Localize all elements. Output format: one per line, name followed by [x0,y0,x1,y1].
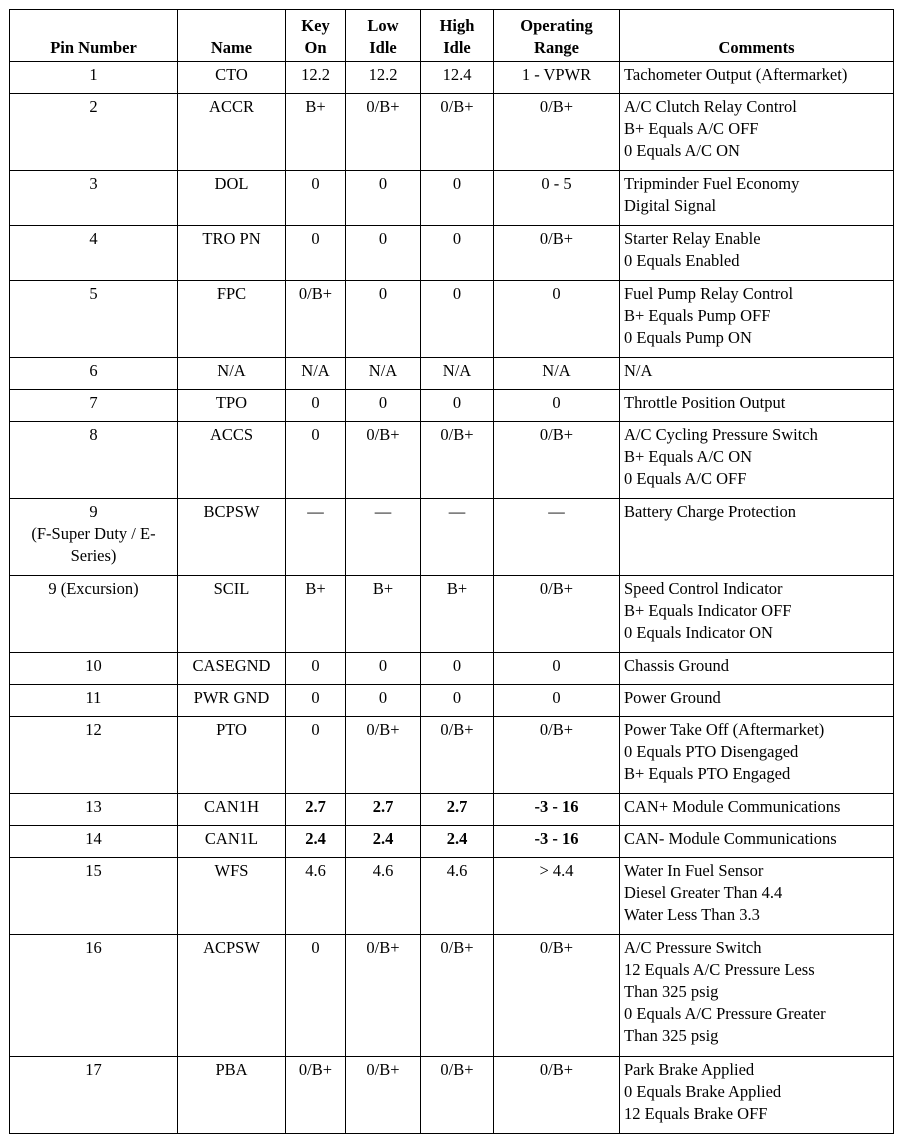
low-idle-cell: 0/B+ [346,1057,421,1134]
pin-number-text: 5 [89,284,98,303]
table-row [10,794,894,826]
comment-line: 0 Equals Enabled [624,251,740,270]
comment-line: Power Take Off (Aftermarket) [624,720,825,739]
pin-number-cell [10,171,178,226]
table-row [10,171,894,226]
pin-number-text: 9 [89,502,98,521]
high-idle-cell: 2.7 [421,794,494,826]
table-row [10,281,894,358]
key-on-cell: 0 [286,717,346,794]
comments-cell [620,576,894,653]
operating-range-cell: 0/B+ [494,422,620,499]
pin-name-cell: ACPSW [178,935,286,1057]
pin-name-cell: CAN1L [178,826,286,858]
pin-number-cell [10,685,178,717]
high-idle-cell: — [421,499,494,576]
pin-number-text: 1 [89,65,98,84]
operating-range-cell: -3 - 16 [494,826,620,858]
comment-line: 0 Equals A/C OFF [624,469,747,488]
comments-cell [620,858,894,935]
pin-number-text: 17 [85,1060,102,1079]
comments-cell [620,94,894,171]
operating-range-cell: 0 [494,390,620,422]
key-on-cell: B+ [286,576,346,653]
comment-line: N/A [624,361,653,380]
pin-number-text: 10 [85,656,102,675]
high-idle-cell: 4.6 [421,858,494,935]
low-idle-cell: 0 [346,653,421,685]
key-on-cell: 0/B+ [286,281,346,358]
low-idle-cell: 0 [346,390,421,422]
comment-line: 0 Equals Pump ON [624,328,752,347]
comment-line: Water In Fuel Sensor [624,861,764,880]
header-comments: Comments [620,10,894,62]
pin-name-cell: N/A [178,358,286,390]
pin-number-cell [10,499,178,576]
table-row [10,499,894,576]
operating-range-cell: 0 [494,685,620,717]
comments-cell [620,358,894,390]
table-row [10,826,894,858]
comment-line: Fuel Pump Relay Control [624,284,794,303]
header-row [10,10,894,62]
operating-range-cell: — [494,499,620,576]
operating-range-cell: 0/B+ [494,576,620,653]
comment-line: Tachometer Output (Aftermarket) [624,65,848,84]
key-on-cell: 2.7 [286,794,346,826]
pin-number-text: 16 [85,938,102,957]
high-idle-cell: 0 [421,685,494,717]
table-row [10,1057,894,1134]
low-idle-cell: 12.2 [346,62,421,94]
pin-number-text: 14 [85,829,102,848]
comment-line: Starter Relay Enable [624,229,761,248]
key-on-cell: 0 [286,653,346,685]
comment-line: Water Less Than 3.3 [624,905,760,924]
pin-number-cell [10,422,178,499]
pin-number-text: 11 [85,688,102,707]
table-row [10,935,894,1057]
comment-line: Power Ground [624,688,721,707]
high-idle-cell: 0/B+ [421,717,494,794]
pin-number-cell [10,1057,178,1134]
low-idle-cell: 0 [346,171,421,226]
low-idle-cell: 0/B+ [346,94,421,171]
comments-cell [620,794,894,826]
header-key-on: Key On [286,10,346,62]
pin-number-cell [10,62,178,94]
pin-number-cell [10,281,178,358]
pin-number-cell [10,390,178,422]
pin-name-cell: CASEGND [178,653,286,685]
pin-number-cell [10,358,178,390]
low-idle-cell: 0 [346,281,421,358]
low-idle-cell: 0/B+ [346,422,421,499]
table-row [10,717,894,794]
high-idle-cell: 0 [421,653,494,685]
header-low-idle: Low Idle [346,10,421,62]
header-pin-number: Pin Number [10,10,178,62]
key-on-cell: 2.4 [286,826,346,858]
pin-number-cell [10,717,178,794]
comments-cell [620,1057,894,1134]
header-operating-range: Operating Range [494,10,620,62]
pin-number-text: 3 [89,174,98,193]
low-idle-cell: 4.6 [346,858,421,935]
low-idle-cell: — [346,499,421,576]
comment-line: Digital Signal [624,196,717,215]
comments-cell [620,171,894,226]
pin-number-cell [10,94,178,171]
low-idle-cell: B+ [346,576,421,653]
pin-number-text: 9 (Excursion) [48,579,139,598]
comments-cell [620,826,894,858]
comment-line: Than 325 psig [624,1026,719,1045]
pin-number-cell [10,653,178,685]
key-on-cell: 0 [286,935,346,1057]
pin-name-cell: ACCR [178,94,286,171]
key-on-cell: 0 [286,685,346,717]
high-idle-cell: 0/B+ [421,94,494,171]
high-idle-cell: N/A [421,358,494,390]
key-on-cell: 0 [286,422,346,499]
comment-line: A/C Clutch Relay Control [624,97,797,116]
pin-number-cell [10,935,178,1057]
low-idle-cell: 2.4 [346,826,421,858]
comments-cell [620,685,894,717]
high-idle-cell: 2.4 [421,826,494,858]
low-idle-cell: 0/B+ [346,935,421,1057]
operating-range-cell: 0 - 5 [494,171,620,226]
pin-name-cell: WFS [178,858,286,935]
table-row [10,858,894,935]
key-on-cell: 0 [286,226,346,281]
comment-line: B+ Equals Pump OFF [624,306,771,325]
comments-cell [620,717,894,794]
comments-cell [620,499,894,576]
key-on-cell: 0 [286,171,346,226]
pin-number-text: 6 [89,361,98,380]
pin-number-text: 4 [89,229,98,248]
comment-line: Tripminder Fuel Economy [624,174,800,193]
header-name: Name [178,10,286,62]
key-on-cell: 0 [286,390,346,422]
operating-range-cell: 0/B+ [494,94,620,171]
operating-range-cell: 0/B+ [494,717,620,794]
pin-number-text: 15 [85,861,102,880]
pin-name-cell: DOL [178,171,286,226]
comment-line: Diesel Greater Than 4.4 [624,883,783,902]
comment-line: 12 Equals A/C Pressure Less [624,960,815,979]
comment-line: B+ Equals A/C OFF [624,119,759,138]
comment-line: B+ Equals Indicator OFF [624,601,792,620]
pin-number-text: (F-Super Duty / E- [31,524,156,543]
table-row [10,226,894,281]
operating-range-cell: 0/B+ [494,1057,620,1134]
comment-line: Park Brake Applied [624,1060,755,1079]
high-idle-cell: 0 [421,226,494,281]
pin-name-cell: CTO [178,62,286,94]
pin-number-text: 13 [85,797,102,816]
high-idle-cell: 12.4 [421,62,494,94]
comment-line: Throttle Position Output [624,393,786,412]
table-row [10,653,894,685]
comment-line: B+ Equals PTO Engaged [624,764,791,783]
comments-cell [620,226,894,281]
pin-number-text: Series) [70,546,117,565]
operating-range-cell: -3 - 16 [494,794,620,826]
key-on-cell: — [286,499,346,576]
pin-number-text: 2 [89,97,98,116]
pin-name-cell: PTO [178,717,286,794]
pin-name-cell: TPO [178,390,286,422]
comments-cell [620,935,894,1057]
high-idle-cell: 0 [421,390,494,422]
comment-line: A/C Pressure Switch [624,938,762,957]
table-row [10,685,894,717]
high-idle-cell: B+ [421,576,494,653]
table-row [10,62,894,94]
comments-cell [620,62,894,94]
pin-number-cell [10,826,178,858]
pin-number-cell [10,576,178,653]
operating-range-cell: > 4.4 [494,858,620,935]
high-idle-cell: 0/B+ [421,935,494,1057]
comment-line: A/C Cycling Pressure Switch [624,425,818,444]
comments-cell [620,422,894,499]
key-on-cell: 0/B+ [286,1057,346,1134]
comment-line: 0 Equals Indicator ON [624,623,773,642]
pin-name-cell: BCPSW [178,499,286,576]
low-idle-cell: 0 [346,226,421,281]
operating-range-cell: 1 - VPWR [494,62,620,94]
pin-number-cell [10,858,178,935]
low-idle-cell: 2.7 [346,794,421,826]
comment-line: 0 Equals A/C Pressure Greater [624,1004,826,1023]
comment-line: CAN+ Module Communications [624,797,841,816]
high-idle-cell: 0 [421,171,494,226]
table-row [10,94,894,171]
pin-name-cell: TRO PN [178,226,286,281]
high-idle-cell: 0 [421,281,494,358]
pin-number-text: 12 [85,720,102,739]
low-idle-cell: N/A [346,358,421,390]
operating-range-cell: 0/B+ [494,935,620,1057]
comment-line: Than 325 psig [624,982,719,1001]
key-on-cell: N/A [286,358,346,390]
pin-name-cell: SCIL [178,576,286,653]
comments-cell [620,281,894,358]
comment-line: 0 Equals A/C ON [624,141,740,160]
pin-number-cell [10,226,178,281]
comments-cell [620,390,894,422]
header-high-idle: High Idle [421,10,494,62]
comment-line: B+ Equals A/C ON [624,447,753,466]
table-row [10,422,894,499]
comments-cell [620,653,894,685]
pin-number-text: 7 [89,393,98,412]
high-idle-cell: 0/B+ [421,1057,494,1134]
pin-name-cell: CAN1H [178,794,286,826]
comment-line: Speed Control Indicator [624,579,783,598]
high-idle-cell: 0/B+ [421,422,494,499]
key-on-cell: B+ [286,94,346,171]
operating-range-cell: 0 [494,281,620,358]
pin-number-text: 8 [89,425,98,444]
pin-rows [10,62,894,1134]
table-row [10,358,894,390]
pin-name-cell: PWR GND [178,685,286,717]
pin-name-cell: PBA [178,1057,286,1134]
low-idle-cell: 0 [346,685,421,717]
comment-line: 0 Equals PTO Disengaged [624,742,799,761]
comment-line: 0 Equals Brake Applied [624,1082,782,1101]
key-on-cell: 4.6 [286,858,346,935]
comment-line: CAN- Module Communications [624,829,837,848]
pin-name-cell: ACCS [178,422,286,499]
table-row [10,576,894,653]
comment-line: Battery Charge Protection [624,502,796,521]
operating-range-cell: 0 [494,653,620,685]
low-idle-cell: 0/B+ [346,717,421,794]
operating-range-cell: 0/B+ [494,226,620,281]
operating-range-cell: N/A [494,358,620,390]
comment-line: Chassis Ground [624,656,729,675]
pin-name-cell: FPC [178,281,286,358]
pin-table [9,9,894,1134]
comment-line: 12 Equals Brake OFF [624,1104,768,1123]
table-row [10,390,894,422]
key-on-cell: 12.2 [286,62,346,94]
pin-number-cell [10,794,178,826]
